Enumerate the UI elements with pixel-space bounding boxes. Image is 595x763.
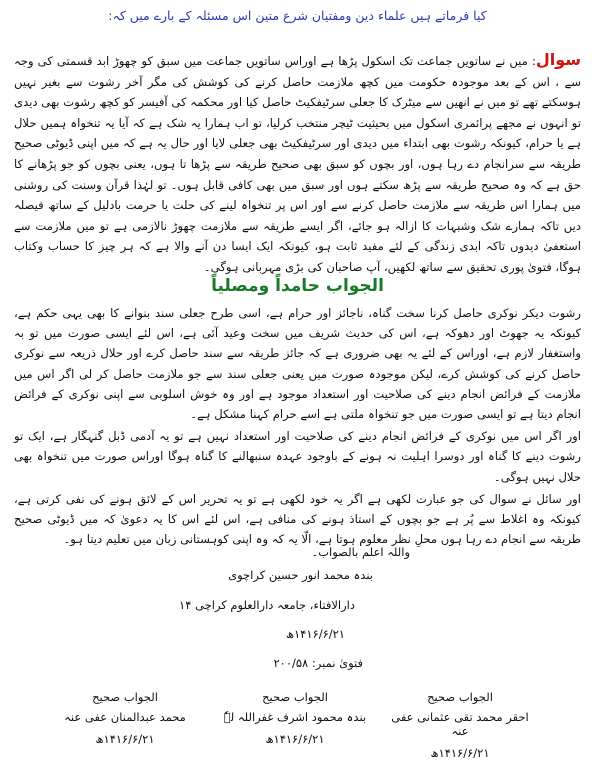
signer-date: ۱۴۱۶/۶/۲۱ھ: [285, 627, 345, 641]
endorsement-name: احقر محمد تقی عثمانی عفی عنہ: [391, 710, 529, 738]
answer-section: [14, 303, 581, 551]
endorsement-heading: الجواب صحیح: [92, 690, 158, 704]
endorsement-block: [50, 690, 200, 746]
signer-institution: دارالافتاء، جامعہ دارالعلوم کراچی ۱۴: [179, 598, 355, 612]
answer-heading: الجواب حامداً ومصلیاً: [211, 276, 384, 296]
endorsement-block: [385, 690, 535, 760]
endorsement-name: محمد عبدالمنان عفی عنہ: [64, 710, 186, 724]
question-label: سوال: [535, 50, 581, 69]
endorsement-heading: الجواب صحیح: [427, 690, 493, 704]
closing-line: [285, 545, 410, 559]
endorsement-date: ۱۴۱۶/۶/۲۱ھ: [430, 746, 490, 760]
endorsement-heading: الجواب صحیح: [262, 690, 328, 704]
endorsement-name: بندہ محمود اشرف غفراللہ لہٗ: [223, 710, 367, 724]
endorsement-block: [220, 690, 370, 746]
question-text: : میں نے ساتویں جماعت تک اسکول پڑھا ہے اوراس ساتویں جماعت میں سبق کو چھوڑ ابد قسمتی کی وجہ سے ، اس کے بعد موجودہ حکومت میں کچھ ملازمت حاصل کرنے کی کوشش کی مگر آخر رشوت سے بغیر نہیں ہوسکتے تھے تو میں نے انھیں سے میٹرک کا جعلی سرٹیفکیٹ حاصل کیا اور محکمہ کی آفیسر کو کچھ رشوت بھی دیدی تو انہوں نے مجھے پرائمری اسکول میں بحیثیت ٹیچر منتخب کرلیا، تو اب ہمارا یہ شک ہے کہ آیا یہ تنخواہ ہمیں حلال ہے یا حرام، کیونکہ رشوت بھی ابتداء میں دیدی اور سرٹیفکیٹ بھی جعلی لایا اور حال یہ ہے کہ میں اپنی ڈیوٹی صحیح طریقہ سے سرانجام دے رہا ہوں، اور بچوں کو سبق بھی صحیح طریقہ سے پڑھا تا ہوں، یعنی بچوں کو جو پڑھانے کا حق ہے کہ وہ صحیح طریقہ سے پڑھ سکتے ہوں اور سبق میں بھی کافی قابل ہوں۔ تو لہٰذا قرآن وسنت کی روشنی میں ہمارا اس طریقہ سے ملازمت حاصل کرنے سے اور اس پر تنخواہ لینے کی حلت یا حرمت بادلیل کے ساتھ فیصلہ دیں تاکہ ہمارے شک وشبہات کا ازالہ ہو جائے، اگر ایسے طریقہ سے ملازمت چھوڑ نالازمی ہے تو میں ملازمت سے استعفیٰ دیدوں تاکہ ابدی زندگی کے لئے مفید ثابت ہو، کیونکہ ایک ایسا دن آنے والا ہے کہ ہر چیز کا حساب وکتاب ہوگا، فتویٰ پوری تحقیق سے ساتھ لکھیں، آپ صاحبان کی بڑی مہربانی ہوگی۔: [14, 54, 581, 274]
signer-name: بندہ محمد انور حسین کراچوی: [228, 568, 373, 582]
question-section: [14, 50, 581, 278]
allah-alam: واللہ اعلم بالصواب۔: [311, 545, 410, 559]
intro-line: کیا فرماتے ہیں علماء دین ومفتیان شرع متین اس مسئلہ کے بارے میں کہ:: [108, 8, 487, 23]
fatwa-number: فتویٰ نمبر: ۲۰۰/۵۸: [273, 656, 363, 670]
answer-paragraph: اور سائل نے سوال کی جو عبارت لکھی ہے اگر یہ خود لکھی ہے تو یہ تحریر اس کے لائق ہونے کی نفی کرتی ہے، کیونکہ وہ اغلاط سے پُر ہے جو بچوں کے استاذ ہونے کی منافی ہے، اس لئے اس کا یہ دعویٰ کہ میں ڈیوٹی صحیح طریقہ سے انجام دے رہا ہوں محلِ نظر معلوم ہوتا ہے، الّا یہ کہ وہ اپنی کوہستانی زبان میں تعلیم دیتا ہو۔: [14, 491, 581, 547]
answer-paragraph: اور اگر اس میں نوکری کے فرائض انجام دینے کی صلاحیت اور استعداد نہیں ہے تو یہ آدمی ڈبل گنہگار ہے، ایک تو رشوت دینے کا گناہ اور دوسرا اہلیت نہ ہونے کے باوجود عہدہ سنبھالنے کا گناہ ہوگا اوراس صورت میں تنخواہ بھی حلال نہیں ہوگی۔: [14, 429, 581, 484]
endorsement-date: ۱۴۱۶/۶/۲۱ھ: [265, 732, 325, 746]
answer-paragraph: رشوت دیکر نوکری حاصل کرنا سخت گناہ، ناجائز اور حرام ہے، اسی طرح جعلی سند بنوانے کا بھی یہی حکم ہے، کیونکہ یہ جھوٹ اور دھوکہ ہے، اس کی حدیث شریف میں سخت وعید آئی ہے، اس لئے ایسی صورت میں تو بہ واستغفار لازم ہے، اوراس کے لئے یہ بھی ضروری ہے کہ جائز طریقہ سے سند حاصل کرے اور حلال ذریعہ سے نوکری حاصل کرنے کی کوشش کرے، لیکن موجودہ صورت میں یعنی جعلی سند سے جو ملازمت حاصل کر لی اگر اس میں ملازمت کے فرائض انجام دینے کی صلاحیت اور استعداد موجود ہے اور وہ خوش اسلوبی سے اپنی نوکری کے فرائض انجام دیتا ہے تو ایسی صورت میں جو تنخواہ ملتی ہے اسے حرام کہنا مشکل ہے۔: [14, 306, 581, 422]
endorsement-date: ۱۴۱۶/۶/۲۱ھ: [95, 732, 155, 746]
